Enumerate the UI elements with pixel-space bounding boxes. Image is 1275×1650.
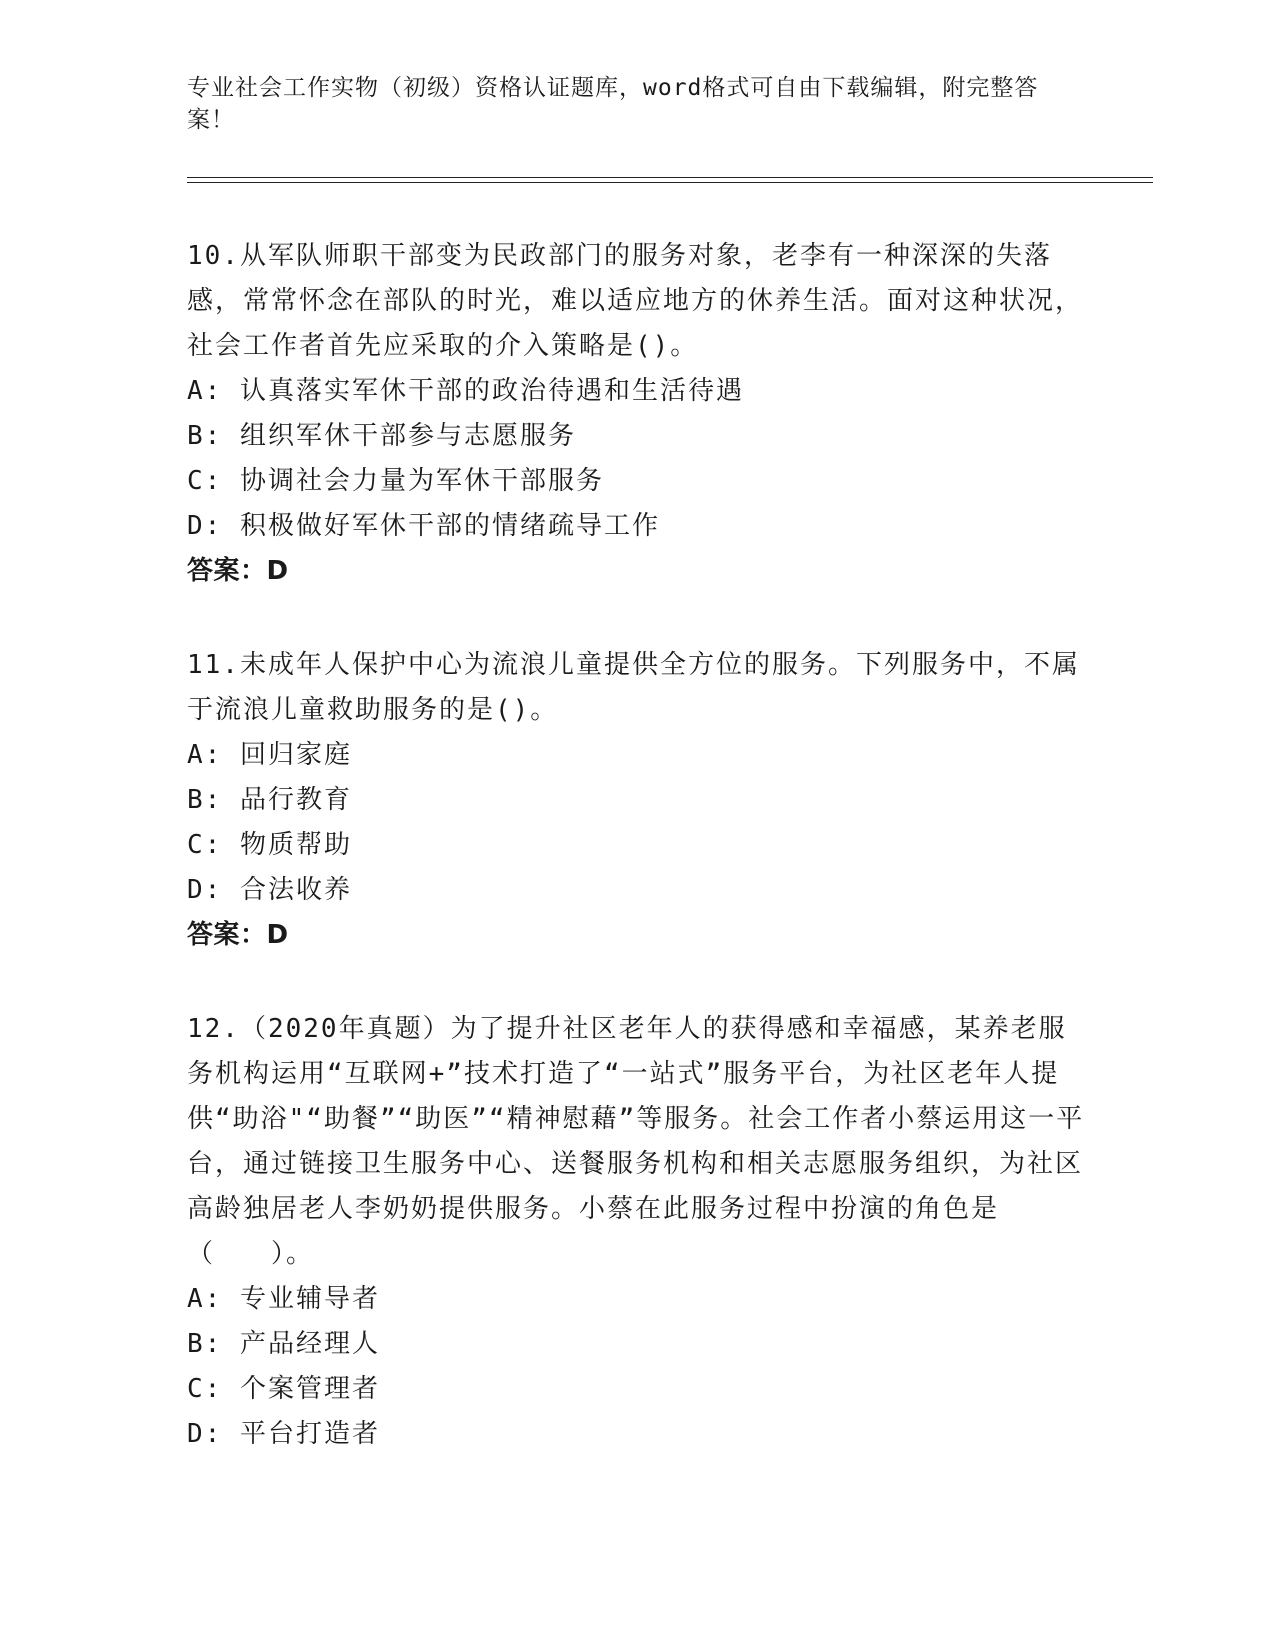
page-header: 专业社会工作实物（初级）资格认证题库，word格式可自由下载编辑，附完整答案！ [187,75,1039,133]
option-d: D: 合法收养 [187,875,352,905]
answer-label: 答案：D [187,920,289,950]
question-12 [187,1007,1087,1457]
option-c: C: 协调社会力量为军休干部服务 [187,466,604,496]
option-b: B: 组织军休干部参与志愿服务 [187,421,576,451]
option-d: D: 积极做好军休干部的情绪疏导工作 [187,511,660,541]
answer-label: 答案：D [187,556,289,586]
question-stem: 11.未成年人保护中心为流浪儿童提供全方位的服务。下列服务中，不属于流浪儿童救助服务的是()。 [187,650,1080,725]
option-b: B: 品行教育 [187,785,352,815]
option-b: B: 产品经理人 [187,1329,380,1359]
question-10 [187,234,1087,594]
question-11 [187,643,1087,958]
option-a: A: 回归家庭 [187,740,352,770]
option-a: A: 认真落实军休干部的政治待遇和生活待遇 [187,376,744,406]
option-c: C: 个案管理者 [187,1374,380,1404]
question-stem: 12.（2020年真题）为了提升社区老年人的获得感和幸福感，某养老服务机构运用“互联网+”技术打造了“一站式”服务平台，为社区老年人提供“助浴"“助餐”“助医”“精神慰藉”等服务。社会工作者小蔡运用这一平台，通过链接卫生服务中心、送餐服务机构和相关志愿服务组织，为社区高龄独居老人李奶奶提供服务。小蔡在此服务过程中扮演的角色是（ ）。 [187,1014,1085,1269]
option-c: C: 物质帮助 [187,830,352,860]
option-a: A: 专业辅导者 [187,1284,380,1314]
header-rule-bottom [187,182,1153,183]
option-d: D: 平台打造者 [187,1419,380,1449]
header-rule-top [187,177,1153,178]
question-stem: 10.从军队师职干部变为民政部门的服务对象，老李有一种深深的失落感，常常怀念在部队的时光，难以适应地方的休养生活。面对这种状况，社会工作者首先应采取的介入策略是()。 [187,241,1084,361]
